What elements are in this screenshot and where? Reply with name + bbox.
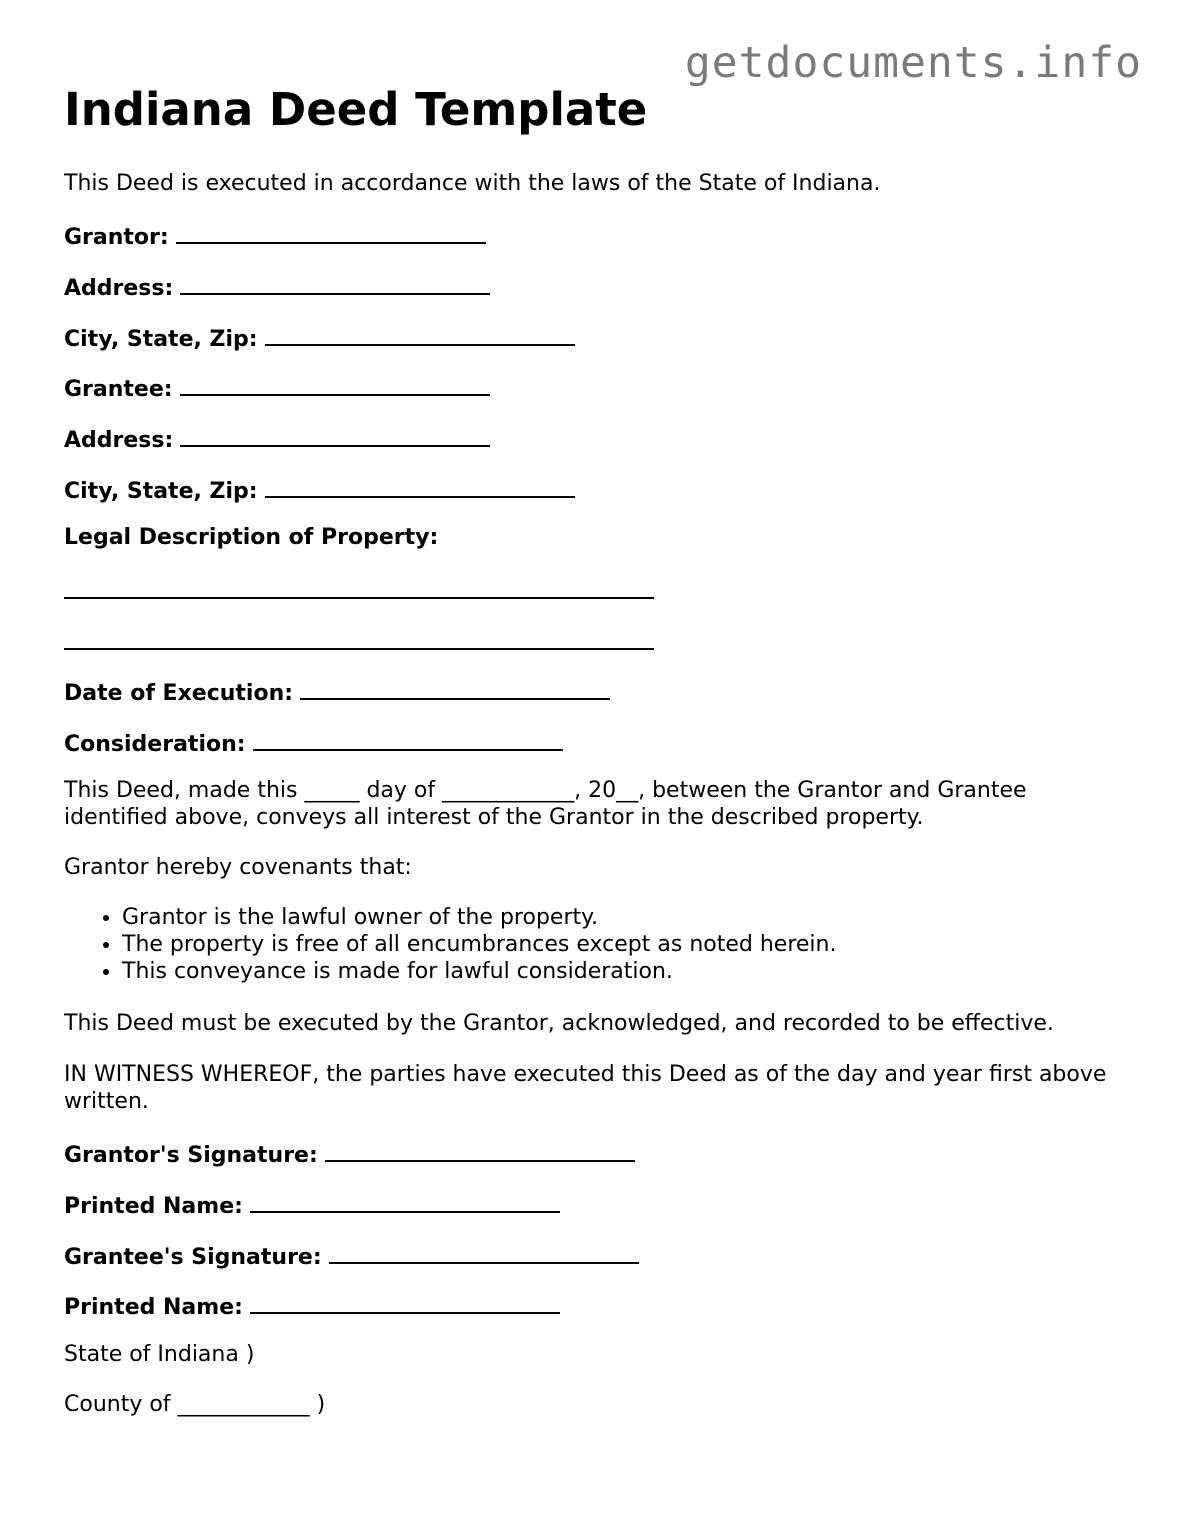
grantee-name-field [64, 372, 490, 403]
grantee-name-label: Grantee: [64, 377, 173, 402]
date-of-execution-blank[interactable] [300, 676, 610, 700]
grantee-city-label: City, State, Zip: [64, 479, 258, 504]
grantee-address-label: Address: [64, 428, 174, 453]
date-of-execution-label: Date of Execution: [64, 681, 294, 706]
grantee-printed-name-blank[interactable] [250, 1290, 560, 1314]
consideration-label: Consideration: [64, 732, 246, 757]
grantor-city-label: City, State, Zip: [64, 327, 258, 352]
grantor-city-field [64, 322, 575, 353]
grantee-city-field [64, 474, 575, 505]
grantor-name-field [64, 220, 486, 251]
grantor-printed-name-blank[interactable] [250, 1189, 560, 1213]
grantor-name-blank[interactable] [176, 220, 486, 244]
notary-county-line [64, 1391, 325, 1418]
witness-paragraph: IN WITNESS WHEREOF, the parties have executed this Deed as of the day and year first above written. [64, 1062, 1107, 1114]
grantor-address-field [64, 271, 490, 302]
notary-county-suffix: ) [316, 1392, 326, 1417]
covenant-item: • Grantor is the lawful owner of the property. [122, 904, 836, 931]
execution-note: This Deed must be executed by the Grantor, acknowledged, and recorded to be effective. [64, 1011, 1054, 1036]
consideration-field [64, 727, 563, 758]
legal-description-line-1 [64, 575, 654, 606]
date-of-execution-field [64, 676, 610, 707]
legal-description-line-2 [64, 626, 654, 657]
legal-description-blank-1[interactable] [64, 575, 654, 599]
page-title: Indiana Deed Template [64, 83, 648, 136]
grantee-signature-field [64, 1240, 639, 1271]
legal-description-label: Legal Description of Property: [64, 525, 439, 550]
grantor-name-label: Grantor: [64, 225, 169, 250]
grantor-printed-name-field [64, 1189, 560, 1220]
notary-county-blank[interactable]: ____________ [177, 1392, 310, 1417]
legal-description-blank-2[interactable] [64, 626, 654, 650]
covenants-intro: Grantor hereby covenants that: [64, 855, 412, 880]
grantee-printed-name-field [64, 1290, 560, 1321]
grantee-name-blank[interactable] [180, 372, 490, 396]
grantor-signature-label: Grantor's Signature: [64, 1143, 318, 1168]
notary-county-prefix: County of [64, 1392, 171, 1417]
grantee-city-blank[interactable] [265, 474, 575, 498]
grantor-signature-blank[interactable] [325, 1138, 635, 1162]
grantor-address-blank[interactable] [180, 271, 490, 295]
legal-description-heading [64, 524, 438, 551]
intro-text: This Deed is executed in accordance with the laws of the State of Indiana. [64, 171, 881, 196]
deed-paragraph: This Deed, made this _____ day of ____________, 20__, between the Grantor and Grantee identified above, conveys all interest of the Grantor in the described property. [64, 778, 1027, 830]
grantor-city-blank[interactable] [265, 322, 575, 346]
grantee-signature-label: Grantee's Signature: [64, 1245, 322, 1270]
covenant-item: • This conveyance is made for lawful consideration. [122, 958, 836, 985]
covenants-list [64, 904, 836, 985]
grantor-printed-name-label: Printed Name: [64, 1194, 243, 1219]
grantee-address-blank[interactable] [180, 423, 490, 447]
grantee-printed-name-label: Printed Name: [64, 1295, 243, 1320]
covenant-item: • The property is free of all encumbrances except as noted herein. [122, 931, 836, 958]
grantee-address-field [64, 423, 490, 454]
watermark: getdocuments.info [684, 38, 1142, 88]
consideration-blank[interactable] [253, 727, 563, 751]
grantor-signature-field [64, 1138, 635, 1169]
notary-state-line: State of Indiana ) [64, 1342, 255, 1367]
grantee-signature-blank[interactable] [329, 1240, 639, 1264]
grantor-address-label: Address: [64, 276, 174, 301]
